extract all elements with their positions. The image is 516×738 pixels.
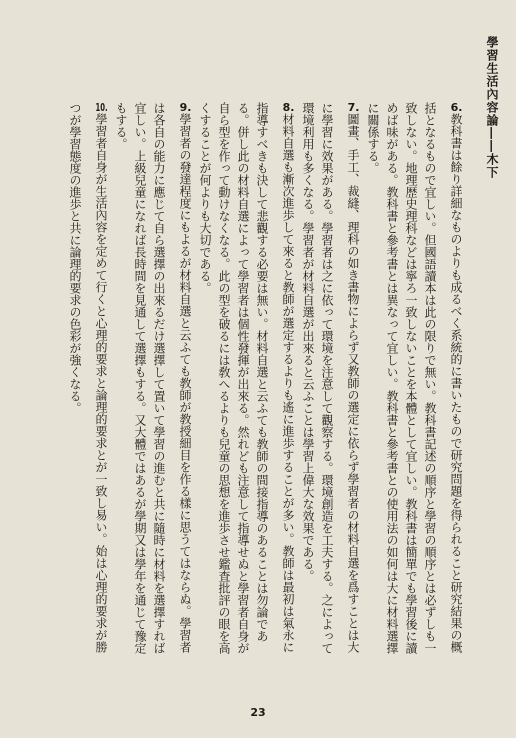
paragraph-10 <box>65 102 111 662</box>
paragraph-text: 教科書は餘り詳細なものよりも成るべく系統的に書いたもので研究問題を得られること研究結果の概括となるもので宜しい。但國語讀本は此の限りで無い。教科書記述の順序と學習の順序とは必ずしも一致しない。地理歴史理科などは寧ろ一致しないことを本體として宜しい。教科書は簡單でも學習後に讀めば味がある。教科書と參考書とは異なって宜しい。教科書と參考書との使用法の如何は大に材料選擇に關係する。 <box>366 102 463 654</box>
paragraph-8 <box>195 102 298 662</box>
paragraph-9 <box>111 102 195 662</box>
paragraph-text: 學習者の發達程度にもよるが材料自選と云ふても教師が教授細目を作る樣に思うてはならぬ。學習者は各自の能力に應じて自ら選擇の出來るだけ選擇して置いて學習の進むと共に隨時に材料を選擇すれば宜しい。上級兒童になれば長時間を見通して選擇もする。又大體ではあるが學期又は學年を通じて豫定もする。 <box>114 102 192 654</box>
paragraph-number: 6. <box>450 102 463 113</box>
paragraph-number: 9. <box>179 102 192 113</box>
running-head: 學習生活內容論――木下 <box>485 36 499 179</box>
paragraph-text: 圖畫、手工、裁縫、理科の如き書物によらず又教師の選定に依らず學習者の材料自選を爲すことは大に學習に效果がある。學習者は之に依って環境を注意して觀察する。環境創造を工夫する。之によって環境利用も多くなる。學習者が材料自選が出來ると云ふことは學習上偉大な效果である。 <box>301 102 360 654</box>
body-text <box>56 102 466 662</box>
paragraph-text: 學習者自身が生活內容を定めて行くと心理的要求と論理的要求とが一致し易い。始は心理的要求が勝つが學習態度の進歩と共に論理的要求の色彩が強くなる。 <box>68 102 108 653</box>
paragraph-text: 材料自選も漸次進歩して來ると教師が選定するよりも遙に進歩することが多い。教師は最初は氣永に指導すべきも決して悲觀する必要は無い。材料自選と云ふても教師の間接指導のあることは勿論である。併し此の材料自選によって學習者は個性發揮が出來る。然れども注意して指導せぬと學習者自身が自ら型を作って動けなくなる。此の型を破るには敎へるよりも兒童の思想を進歩させ鑑査批評の眼を高くすることが何よりも大切である。 <box>198 102 295 654</box>
paragraph-7 <box>298 102 363 662</box>
paragraph-number: 7. <box>347 102 360 113</box>
paragraph-number: 8. <box>282 102 295 113</box>
page-number: 23 <box>250 706 266 719</box>
paragraph-number: 10. <box>95 102 108 113</box>
paragraph-6 <box>363 102 466 662</box>
